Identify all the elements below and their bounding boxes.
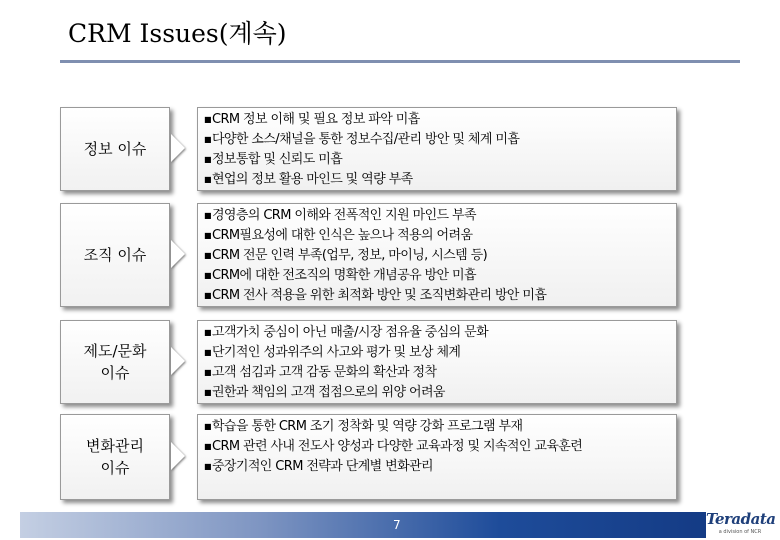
- square-bullet-icon: ■: [204, 422, 211, 431]
- square-bullet-icon: ■: [204, 231, 211, 240]
- square-bullet-icon: ■: [204, 135, 211, 144]
- issue-item: ■다양한 소스/채널을 통한 정보수집/관리 방안 및 체계 미흡: [204, 132, 520, 147]
- logo-tagline: a division of NCR: [718, 529, 762, 535]
- issue-item: ■중장기적인 CRM 전략과 단계별 변화관리: [204, 459, 433, 474]
- arrow-right-icon: [171, 240, 185, 268]
- arrow-right-icon: [171, 134, 185, 162]
- footer-bar: [20, 512, 706, 538]
- logo-wordmark: Teradata: [706, 510, 776, 528]
- issue-item: ■고객가치 중심이 아닌 매출/시장 점유율 중심의 문화: [204, 325, 489, 340]
- issue-item: ■CRM필요성에 대한 인식은 높으나 적용의 어려움: [204, 228, 473, 243]
- slide-title: CRM Issues(계속): [68, 19, 287, 48]
- issue-item: ■권한과 책임의 고객 접점으로의 위양 어려움: [204, 385, 445, 400]
- section-label-information: 정보 이슈: [60, 107, 170, 191]
- square-bullet-icon: ■: [204, 368, 211, 377]
- square-bullet-icon: ■: [204, 442, 211, 451]
- issue-item: ■단기적인 성과위주의 사고와 평가 및 보상 체계: [204, 345, 461, 360]
- square-bullet-icon: ■: [204, 291, 211, 300]
- section-organization: [60, 203, 680, 307]
- section-content-change-management: [197, 414, 677, 500]
- square-bullet-icon: ■: [204, 175, 211, 184]
- square-bullet-icon: ■: [204, 155, 211, 164]
- square-bullet-icon: ■: [204, 251, 211, 260]
- issue-item: ■CRM 관련 사내 전도사 양성과 다양한 교육과정 및 지속적인 교육훈련: [204, 439, 583, 454]
- issue-item: ■고객 섬김과 고객 감동 문화의 확산과 정착: [204, 365, 437, 380]
- page-number: 7: [393, 518, 401, 532]
- section-label-organization: 조직 이슈: [60, 203, 170, 307]
- section-information: [60, 107, 680, 191]
- issue-item: ■CRM에 대한 전조직의 명확한 개념공유 방안 미흡: [204, 268, 476, 283]
- square-bullet-icon: ■: [204, 388, 211, 397]
- title-divider: [60, 60, 740, 63]
- section-content-policy-culture: [197, 320, 677, 404]
- teradata-logo: [706, 510, 774, 540]
- square-bullet-icon: ■: [204, 115, 211, 124]
- section-label-policy-culture: 제도/문화 이슈: [60, 320, 170, 404]
- section-policy-culture: [60, 320, 680, 404]
- issue-item: ■경영층의 CRM 이해와 전폭적인 지원 마인드 부족: [204, 208, 476, 223]
- square-bullet-icon: ■: [204, 462, 211, 471]
- arrow-right-icon: [171, 442, 185, 470]
- issue-item: ■CRM 전사 적용을 위한 최적화 방안 및 조직변화관리 방안 미흡: [204, 288, 547, 303]
- square-bullet-icon: ■: [204, 271, 211, 280]
- section-content-information: [197, 107, 677, 191]
- issue-item: ■현업의 정보 활용 마인드 및 역량 부족: [204, 172, 413, 187]
- square-bullet-icon: ■: [204, 211, 211, 220]
- square-bullet-icon: ■: [204, 328, 211, 337]
- section-content-organization: [197, 203, 677, 307]
- issue-item: ■CRM 전문 인력 부족(업무, 정보, 마이닝, 시스템 등): [204, 248, 488, 263]
- section-label-change-management: 변화관리 이슈: [60, 414, 170, 500]
- section-change-management: [60, 414, 680, 500]
- issue-item: ■학습을 통한 CRM 조기 정착화 및 역량 강화 프로그램 부재: [204, 419, 523, 434]
- issue-item: ■정보통합 및 신뢰도 미흡: [204, 152, 343, 167]
- arrow-right-icon: [171, 347, 185, 375]
- square-bullet-icon: ■: [204, 348, 211, 357]
- issue-item: ■CRM 정보 이해 및 필요 정보 파악 미흡: [204, 112, 420, 127]
